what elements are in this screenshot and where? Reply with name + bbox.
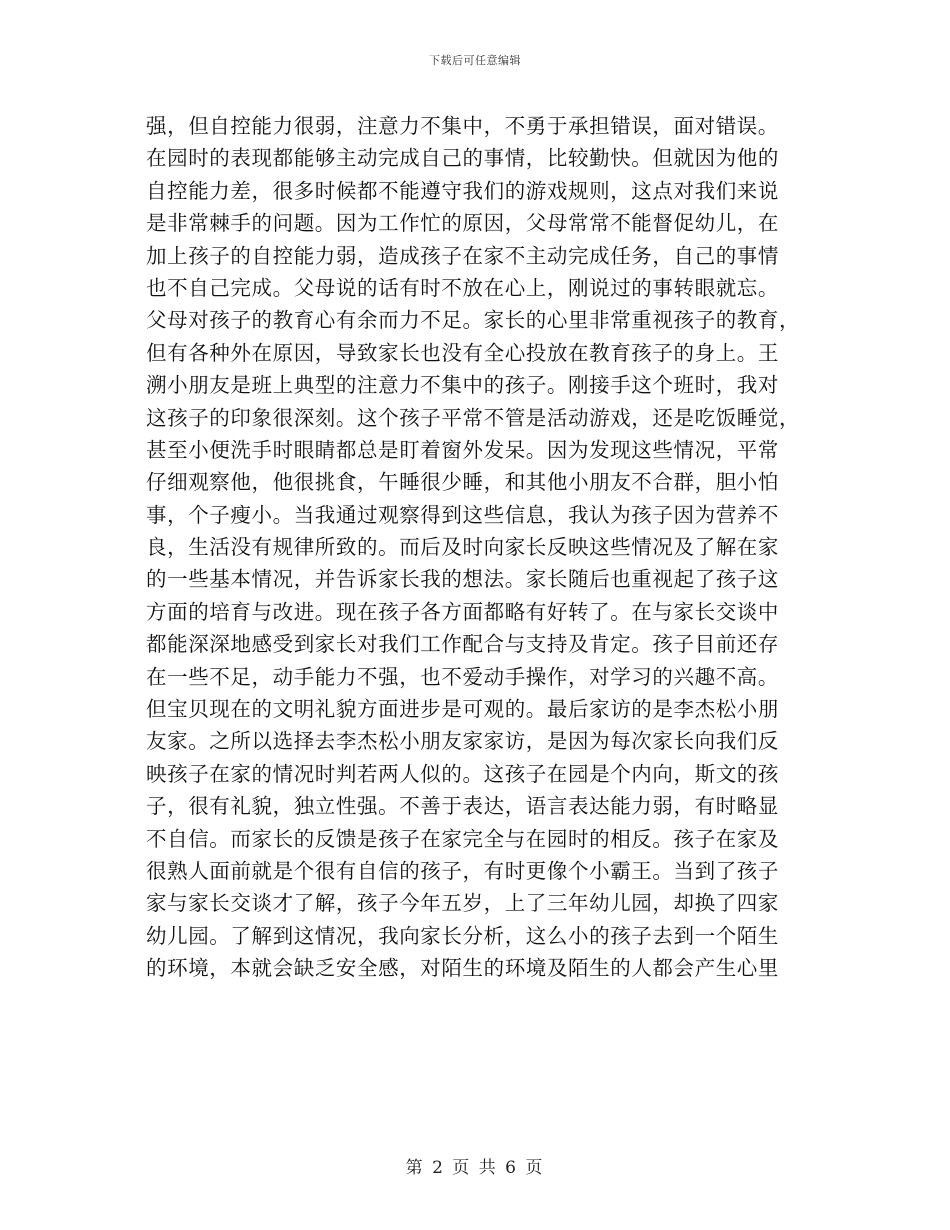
body-line: 事，个子瘦小。当我通过观察得到这些信息，我认为孩子因为营养不 <box>146 502 779 527</box>
body-line: 强，但自控能力很弱，注意力不集中，不勇于承担错误，面对错误。 <box>146 114 779 138</box>
body-line: 仔细观察他，他很挑食，午睡很少睡，和其他小朋友不合群，胆小怕 <box>146 470 779 495</box>
body-line: 的环境，本就会缺乏安全感，对陌生的环境及陌生的人都会产生心里 <box>146 956 779 981</box>
body-line: 父母对孩子的教育心有余而力不足。家长的心里非常重视孩子的教育， <box>146 308 801 333</box>
body-line: 但有各种外在原因，导致家长也没有全心投放在教育孩子的身上。王 <box>146 340 779 365</box>
body-line: 方面的培育与改进。现在孩子各方面都略有好转了。在与家长交谈中 <box>146 599 779 624</box>
body-line: 这孩子的印象很深刻。这个孩子平常不管是活动游戏，还是吃饭睡觉， <box>146 405 801 430</box>
body-line: 在园时的表现都能够主动完成自己的事情，比较勤快。但就因为他的 <box>146 146 779 171</box>
page-header: 下载后可任意编辑 <box>429 54 521 67</box>
body-line: 都能深深地感受到家长对我们工作配合与支持及肯定。孩子目前还存 <box>146 632 779 657</box>
body-line: 家与家长交谈才了解，孩子今年五岁，上了三年幼儿园，却换了四家 <box>146 891 779 916</box>
body-line: 不自信。而家长的反馈是孩子在家完全与在园时的相反。孩子在家及 <box>146 826 779 851</box>
document-body <box>146 110 806 985</box>
body-line: 加上孩子的自控能力弱，造成孩子在家不主动完成任务，自己的事情 <box>146 243 779 268</box>
body-line: 良，生活没有规律所致的。而后及时向家长反映这些情况及了解在家 <box>146 535 779 560</box>
body-line: 映孩子在家的情况时判若两人似的。这孩子在园是个内向，斯文的孩 <box>146 761 779 786</box>
body-line: 甚至小便洗手时眼睛都总是盯着窗外发呆。因为发现这些情况，平常 <box>146 437 779 462</box>
body-line: 在一些不足，动手能力不强，也不爱动手操作，对学习的兴趣不高。 <box>146 664 779 689</box>
page-number-footer: 第 2 页 共 6 页 <box>405 1158 545 1178</box>
body-line: 但宝贝现在的文明礼貌方面进步是可观的。最后家访的是李杰松小朋 <box>146 697 779 722</box>
body-line: 溯小朋友是班上典型的注意力不集中的孩子。刚接手这个班时，我对 <box>146 373 779 398</box>
body-line: 幼儿园。了解到这情况，我向家长分析，这么小的孩子去到一个陌生 <box>146 923 779 948</box>
body-line: 友家。之所以选择去李杰松小朋友家家访，是因为每次家长向我们反 <box>146 729 779 754</box>
body-line: 是非常棘手的问题。因为工作忙的原因，父母常常不能督促幼儿，在 <box>146 211 779 236</box>
body-line: 的一些基本情况，并告诉家长我的想法。家长随后也重视起了孩子这 <box>146 567 779 592</box>
body-line: 也不自己完成。父母说的话有时不放在心上，刚说过的事转眼就忘。 <box>146 275 779 300</box>
body-line: 自控能力差，很多时候都不能遵守我们的游戏规则，这点对我们来说 <box>146 178 779 203</box>
body-line: 很熟人面前就是个很有自信的孩子，有时更像个小霸王。当到了孩子 <box>146 858 779 883</box>
body-line: 子，很有礼貌，独立性强。不善于表达，语言表达能力弱，有时略显 <box>146 794 779 819</box>
